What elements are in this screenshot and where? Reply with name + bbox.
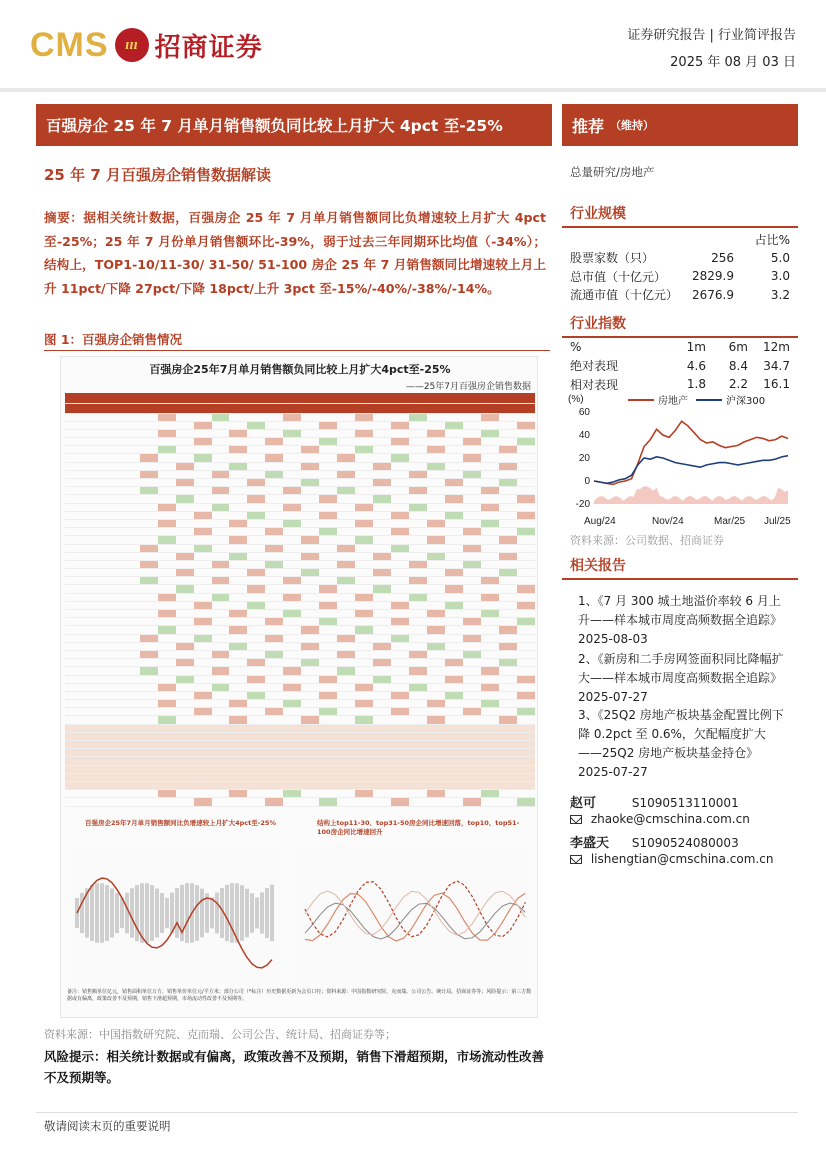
mini-chart-right: [297, 843, 533, 983]
y-tick-label: 60: [578, 407, 590, 418]
chart-source: 资料来源：公司数据、招商证券: [570, 534, 724, 547]
related-report-item[interactable]: 2、《新房和二手房网签面积同比降幅扩大——样本城市周度高频数据全追踪》2025-07-27: [578, 652, 784, 704]
mini-bar: [225, 885, 229, 941]
index-chart: [566, 392, 794, 530]
rating-label: 推荐: [572, 116, 605, 136]
figure-caption-rule: [44, 350, 550, 351]
mini-bar: [255, 897, 259, 928]
mini-bar: [265, 888, 269, 938]
series-line: [594, 456, 788, 484]
analyst-email-row[interactable]: [570, 812, 750, 826]
figure-caption: 图 1：百强房企销售情况: [44, 332, 183, 347]
mini-bar: [150, 885, 154, 941]
scale-row: 流通市值（十亿元） 2676.9 3.2: [570, 287, 790, 303]
report-title: 百强房企 25 年 7 月单月销售额负同比较上月扩大 4pct 至-25%: [36, 104, 552, 146]
figure-note: 备注：销售额单位亿元，销售面积单位万方，销售单价单位元/平方米；部分公司（*标注）历史数据更新为会员口径；资料来源：中国指数研究院、克而瑞、公司公告、统计局、招商证券等；风险提示：第三方数据或有偏离，政策改善不及预期，销售下滑超预期，市场流动性改善不及预期等。: [67, 989, 532, 1002]
analyst-code: S1090513110001: [631, 796, 739, 810]
index-section-title: 行业指数: [562, 312, 798, 338]
header-meta: [627, 24, 796, 70]
legend-label: 沪深300: [726, 396, 766, 407]
mini-bar: [230, 883, 234, 943]
scale-section-title: 行业规模: [562, 202, 798, 228]
y-tick-label: 0: [584, 476, 590, 487]
sales-table: [65, 393, 535, 807]
mini-bar: [160, 893, 164, 933]
mini-bar: [250, 893, 254, 932]
related-report-item[interactable]: 1、《7 月 300 城土地溢价率较 6 月上升——样本城市周度高频数据全追踪》2025-08-03: [578, 594, 783, 646]
analyst-email-row[interactable]: [570, 852, 773, 866]
mini-bar: [165, 898, 169, 929]
mini-bar: [90, 885, 94, 941]
report-subtitle: 25 年 7 月百强房企销售数据解读: [44, 166, 271, 184]
mini-bar: [135, 885, 139, 941]
figure-image: [60, 356, 538, 1018]
mini-bar: [235, 883, 239, 942]
x-tick-label: Aug/24: [584, 516, 616, 527]
mini-bar: [95, 883, 99, 943]
report-date: 2025 年 08 月 03 日: [670, 55, 796, 70]
x-tick-label: Nov/24: [652, 516, 684, 527]
mini-bar: [210, 898, 214, 929]
company-logo: [30, 20, 263, 70]
mini-chart-left: [67, 843, 285, 983]
scale-header: 占比%: [754, 232, 790, 247]
footer-divider: [36, 1112, 798, 1113]
figure-subheading: ——25年7月百强房企销售数据: [405, 382, 531, 392]
mini-bar: [115, 893, 119, 933]
mini-bar: [105, 885, 109, 941]
header-divider: [0, 88, 826, 92]
logo-badge-icon: ııı: [115, 28, 149, 62]
mini-bar: [130, 888, 134, 938]
y-tick-label: -20: [575, 499, 590, 510]
analyst-row: [570, 792, 739, 811]
index-table: % 1m 6m 12m 绝对表现 4.6 8.4 34.7 相对表现 1.8 2.2 16.1: [570, 340, 790, 392]
mail-icon: [570, 815, 582, 824]
mini-bar: [155, 889, 159, 938]
abstract: 摘要：据相关统计数据，百强房企 25 年 7 月单月销售额同比负增速较上月扩大 4pct 至-25%；25 年 7 月份单月销售额环比-39%，弱于过去三年同期环比均值（-34%）；结构上，TOP1-10/11-30/ 31-50/ 51-100 房企 25 年 7 月销售额同比增速较上月上升 11pct/下降 27pct/下降 18pct/上升 3pct 至-15%/-40%/-38%/-14%。: [44, 210, 546, 296]
mini-bar: [175, 888, 179, 938]
analyst-email[interactable]: lishengtian@cmschina.com.cn: [590, 852, 774, 866]
related-report-item[interactable]: 3、《25Q2 房地产板块基金配置比例下降 0.2pct 至 0.6%，欠配幅度扩大——25Q2 房地产板块基金持仓》2025-07-27: [578, 708, 784, 779]
report-type: 证券研究报告 | 行业简评报告: [627, 28, 796, 43]
x-tick-label: Jul/25: [764, 516, 791, 527]
report-category: 总量研究/房地产: [570, 165, 655, 179]
mini-bar: [260, 892, 264, 933]
logo-cn-text: 招商证券: [154, 32, 263, 63]
analyst-name: 赵可: [570, 796, 597, 811]
mail-icon: [570, 855, 582, 864]
mini-bar: [125, 893, 129, 934]
logo-cms-text: CMS: [30, 25, 109, 64]
y-tick-label: 40: [578, 430, 590, 441]
index-row: 相对表现 1.8 2.2 16.1: [570, 377, 790, 392]
scale-row: 总市值（十亿元） 2829.9 3.0: [570, 269, 790, 284]
index-row: 绝对表现 4.6 8.4 34.7: [570, 358, 790, 374]
mini-bar: [215, 893, 219, 934]
mini-bar: [245, 889, 249, 938]
mini-bar: [100, 883, 104, 943]
analyst-name: 李盛天: [570, 836, 610, 851]
rating-bar: [562, 104, 798, 146]
scale-row: 股票家数（只） 256 5.0: [570, 250, 790, 266]
chart-ylabel: (%): [568, 394, 584, 405]
chart-area-bg: [594, 486, 788, 504]
mini-bar: [195, 885, 199, 941]
scale-table: [570, 230, 790, 304]
risk-warning: 风险提示：相关统计数据或有偏离，政策改善不及预期，销售下滑超预期，市场流动性改善不及预期等。: [44, 1049, 545, 1085]
legend-label: 房地产: [658, 396, 688, 407]
analyst-row: [570, 832, 739, 851]
figure-source: 资料来源：中国指数研究院、克而瑞、公司公告、统计局、招商证券等；: [44, 1028, 396, 1041]
mini-bar: [145, 883, 149, 942]
mini-chart-left-caption: 百强房企25年7月单月销售额同比负增速较上月扩大4pct至-25%: [85, 819, 276, 827]
mini-chart-right-caption: 结构上top11-30、top31-50房企同比增速回落，top10、top51-100房企同比增速回升: [317, 819, 520, 836]
mini-bar: [270, 885, 274, 942]
mini-bar: [170, 893, 174, 934]
rating-note: （维持）: [610, 119, 655, 132]
mini-bar: [110, 888, 114, 937]
mini-bar: [240, 885, 244, 941]
x-tick-label: Mar/25: [714, 516, 746, 527]
series-line: [594, 421, 788, 484]
footer-note: 敬请阅读末页的重要说明: [44, 1119, 171, 1133]
y-tick-label: 20: [578, 453, 590, 464]
mini-bar: [200, 889, 204, 938]
analyst-code: S1090524080003: [631, 836, 739, 850]
mini-bar: [185, 883, 189, 943]
related-section-title: 相关报告: [562, 554, 798, 580]
figure-heading: 百强房企25年7月单月销售额负同比较上月扩大4pct至-25%: [149, 363, 451, 376]
analyst-email[interactable]: zhaoke@cmschina.com.cn: [590, 812, 750, 826]
